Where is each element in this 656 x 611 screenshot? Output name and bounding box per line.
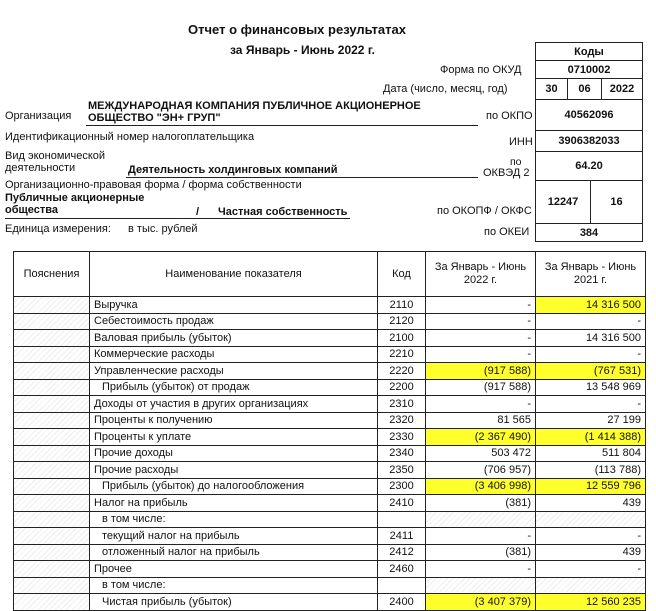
cell-prev: - bbox=[536, 346, 646, 363]
table-row bbox=[14, 429, 646, 446]
cell-code: 2410 bbox=[378, 495, 426, 512]
cell-notes bbox=[14, 379, 90, 396]
legal-form-underline bbox=[5, 218, 350, 219]
table-row bbox=[14, 495, 646, 512]
cell-cur: - bbox=[426, 561, 536, 578]
table-row bbox=[14, 577, 646, 594]
cell-cur: (381) bbox=[426, 495, 536, 512]
cell-cur bbox=[426, 577, 536, 594]
cell-code bbox=[378, 511, 426, 528]
cell-prev: 13 548 969 bbox=[536, 379, 646, 396]
cell-prev: 14 316 500 bbox=[536, 297, 646, 314]
cell-code: 2400 bbox=[378, 594, 426, 611]
previous-period-header: За Январь - Июнь 2021 г. bbox=[536, 252, 646, 297]
cell-code: 2412 bbox=[378, 544, 426, 561]
cell-name: Прибыль (убыток) до налогообложения bbox=[90, 478, 378, 495]
cell-cur: (917 588) bbox=[426, 363, 536, 380]
legal-form-line1: Публичные акционерные bbox=[5, 192, 145, 204]
cell-prev: 439 bbox=[536, 544, 646, 561]
cell-name: Чистая прибыль (убыток) bbox=[90, 594, 378, 611]
cell-name: в том числе: bbox=[90, 577, 378, 594]
date-month: 06 bbox=[567, 78, 602, 100]
cell-notes bbox=[14, 412, 90, 429]
cell-cur: - bbox=[426, 396, 536, 413]
cell-prev: - bbox=[536, 528, 646, 545]
cell-cur: (3 406 998) bbox=[426, 478, 536, 495]
cell-prev bbox=[536, 577, 646, 594]
cell-prev bbox=[536, 511, 646, 528]
cell-name: отложенный налог на прибыль bbox=[90, 544, 378, 561]
cell-name: Себестоимость продаж bbox=[90, 313, 378, 330]
cell-name: Проценты к получению bbox=[90, 412, 378, 429]
cell-notes bbox=[14, 478, 90, 495]
table-row bbox=[14, 561, 646, 578]
inn-row-label: Идентификационный номер налогоплательщика bbox=[5, 131, 255, 143]
cell-notes bbox=[14, 445, 90, 462]
inn-label: ИНН bbox=[509, 136, 533, 148]
cell-cur: - bbox=[426, 313, 536, 330]
cell-notes bbox=[14, 462, 90, 479]
cell-cur: - bbox=[426, 346, 536, 363]
cell-name: Прибыль (убыток) от продаж bbox=[90, 379, 378, 396]
table-header-row bbox=[14, 252, 646, 297]
table-row bbox=[14, 363, 646, 380]
inn-value: 3906382033 bbox=[535, 130, 643, 152]
cell-name: Налог на прибыль bbox=[90, 495, 378, 512]
table-row bbox=[14, 544, 646, 561]
cell-name: Прочие расходы bbox=[90, 462, 378, 479]
cell-prev: (767 531) bbox=[536, 363, 646, 380]
okfs-value: 16 bbox=[590, 180, 643, 224]
cell-notes bbox=[14, 528, 90, 545]
activity-label-2: деятельности bbox=[5, 162, 76, 174]
cell-code: 2110 bbox=[378, 297, 426, 314]
cell-cur: - bbox=[426, 297, 536, 314]
cell-code: 2200 bbox=[378, 379, 426, 396]
table-row bbox=[14, 396, 646, 413]
ownership-value: Частная собственность bbox=[218, 206, 348, 218]
table-row bbox=[14, 511, 646, 528]
table-row bbox=[14, 462, 646, 479]
cell-prev: 14 316 500 bbox=[536, 330, 646, 347]
cell-code: 2100 bbox=[378, 330, 426, 347]
financial-results-table bbox=[13, 251, 646, 611]
cell-cur bbox=[426, 511, 536, 528]
legal-form-label: Организационно-правовая форма / форма собственности bbox=[5, 179, 302, 191]
cell-name: Доходы от участия в других организациях bbox=[90, 396, 378, 413]
cell-name: Выручка bbox=[90, 297, 378, 314]
cell-notes bbox=[14, 297, 90, 314]
org-name-line2: ОБЩЕСТВО "ЭН+ ГРУП" bbox=[88, 112, 221, 124]
okud-value: 0710002 bbox=[535, 60, 643, 79]
cell-cur: - bbox=[426, 528, 536, 545]
cell-name: Коммерческие расходы bbox=[90, 346, 378, 363]
cell-prev: - bbox=[536, 561, 646, 578]
cell-name: текущий налог на прибыль bbox=[90, 528, 378, 545]
cell-cur: (706 957) bbox=[426, 462, 536, 479]
cell-notes bbox=[14, 363, 90, 380]
okud-label: Форма по ОКУД bbox=[440, 64, 522, 76]
cell-prev: (1 414 388) bbox=[536, 429, 646, 446]
cell-code: 2411 bbox=[378, 528, 426, 545]
okei-value: 384 bbox=[535, 223, 643, 242]
cell-prev: 12 560 235 bbox=[536, 594, 646, 611]
cell-code: 2340 bbox=[378, 445, 426, 462]
org-name-line1: МЕЖДУНАРОДНАЯ КОМПАНИЯ ПУБЛИЧНОЕ АКЦИОНЕРНОЕ bbox=[88, 100, 421, 112]
date-year: 2022 bbox=[601, 78, 643, 100]
activity-value: Деятельность холдинговых компаний bbox=[128, 164, 338, 176]
table-row bbox=[14, 313, 646, 330]
cell-prev: - bbox=[536, 313, 646, 330]
cell-cur: 81 565 bbox=[426, 412, 536, 429]
cell-prev: 12 559 796 bbox=[536, 478, 646, 495]
cell-code: 2300 bbox=[378, 478, 426, 495]
cell-notes bbox=[14, 346, 90, 363]
activity-underline bbox=[126, 177, 478, 178]
table-row bbox=[14, 445, 646, 462]
cell-prev: (113 788) bbox=[536, 462, 646, 479]
table-row bbox=[14, 528, 646, 545]
cell-code: 2350 bbox=[378, 462, 426, 479]
org-label: Организация bbox=[5, 110, 72, 122]
report-title: Отчет о финансовых результатах bbox=[188, 22, 406, 37]
notes-header: Пояснения bbox=[14, 252, 90, 297]
cell-name: Валовая прибыль (убыток) bbox=[90, 330, 378, 347]
cell-name: Прочее bbox=[90, 561, 378, 578]
cell-cur: (3 407 379) bbox=[426, 594, 536, 611]
cell-code: 2310 bbox=[378, 396, 426, 413]
cell-notes bbox=[14, 396, 90, 413]
cell-code: 2220 bbox=[378, 363, 426, 380]
cell-prev: 511 804 bbox=[536, 445, 646, 462]
cell-name: Прочие доходы bbox=[90, 445, 378, 462]
cell-notes bbox=[14, 511, 90, 528]
cell-notes bbox=[14, 495, 90, 512]
unit-label: Единица измерения: bbox=[5, 223, 111, 235]
cell-name: в том числе: bbox=[90, 511, 378, 528]
okopf-value: 12247 bbox=[535, 180, 591, 224]
cell-notes bbox=[14, 313, 90, 330]
current-period-header: За Январь - Июнь 2022 г. bbox=[426, 252, 536, 297]
cell-cur: (917 588) bbox=[426, 379, 536, 396]
table-row bbox=[14, 478, 646, 495]
cell-cur: (2 367 490) bbox=[426, 429, 536, 446]
activity-label-1: Вид экономической bbox=[5, 150, 106, 162]
cell-code: 2460 bbox=[378, 561, 426, 578]
okved-label-1: по bbox=[510, 156, 522, 168]
cell-cur: - bbox=[426, 330, 536, 347]
cell-notes bbox=[14, 561, 90, 578]
table-row bbox=[14, 346, 646, 363]
cell-notes bbox=[14, 544, 90, 561]
cell-notes bbox=[14, 577, 90, 594]
cell-prev: - bbox=[536, 396, 646, 413]
okei-label: по ОКЕИ bbox=[484, 226, 530, 238]
cell-code: 2320 bbox=[378, 412, 426, 429]
cell-notes bbox=[14, 330, 90, 347]
cell-name: Проценты к уплате bbox=[90, 429, 378, 446]
date-day: 30 bbox=[535, 78, 568, 100]
cell-code: 2210 bbox=[378, 346, 426, 363]
okved-value: 64.20 bbox=[535, 151, 643, 181]
unit-value: в тыс. рублей bbox=[128, 223, 198, 235]
okpo-value: 40562096 bbox=[535, 99, 643, 131]
cell-code: 2120 bbox=[378, 313, 426, 330]
table-row bbox=[14, 297, 646, 314]
cell-code: 2330 bbox=[378, 429, 426, 446]
org-underline bbox=[86, 125, 478, 126]
ownership-separator: / bbox=[196, 206, 200, 218]
cell-name: Управленческие расходы bbox=[90, 363, 378, 380]
indicator-name-header: Наименование показателя bbox=[90, 252, 378, 297]
date-label: Дата (число, месяц, год) bbox=[383, 83, 508, 95]
report-period: за Январь - Июнь 2022 г. bbox=[230, 43, 375, 57]
table-row bbox=[14, 330, 646, 347]
okopf-label: по ОКОПФ / ОКФС bbox=[437, 205, 532, 217]
codes-header: Коды bbox=[535, 42, 643, 61]
cell-cur: 503 472 bbox=[426, 445, 536, 462]
table-row bbox=[14, 412, 646, 429]
code-header: Код bbox=[378, 252, 426, 297]
cell-prev: 439 bbox=[536, 495, 646, 512]
okpo-label: по ОКПО bbox=[486, 110, 533, 122]
cell-cur: (381) bbox=[426, 544, 536, 561]
cell-notes bbox=[14, 429, 90, 446]
table-row bbox=[14, 379, 646, 396]
legal-form-line2: общества bbox=[5, 204, 59, 216]
cell-prev: 27 199 bbox=[536, 412, 646, 429]
cell-code bbox=[378, 577, 426, 594]
okved-label-2: ОКВЭД 2 bbox=[483, 167, 530, 179]
